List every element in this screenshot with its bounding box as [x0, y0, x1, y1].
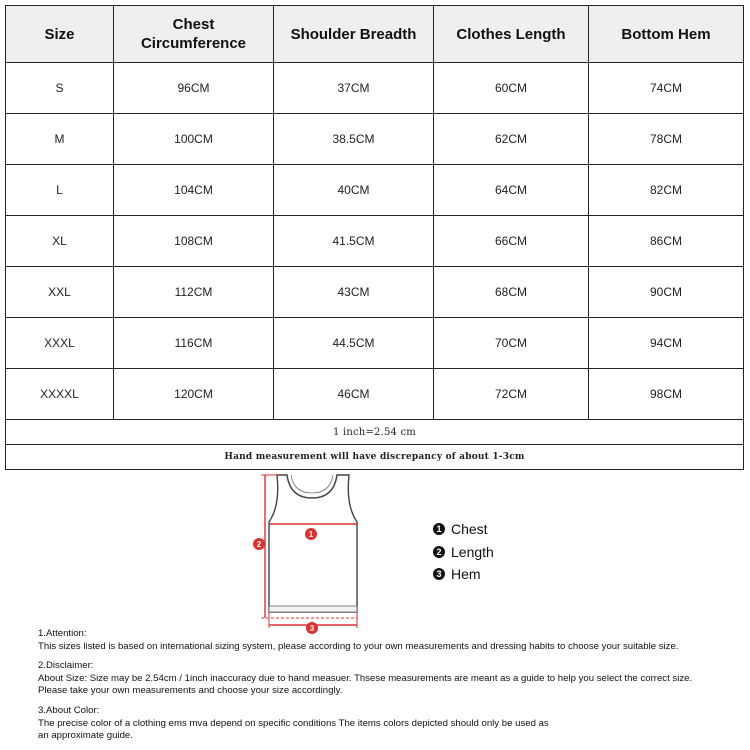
legend-label: Hem [451, 566, 481, 582]
legend-label: Chest [451, 521, 488, 537]
table-cell: XXXXL [6, 369, 114, 420]
table-row [6, 267, 744, 318]
note-line: an approximate guide. [38, 730, 133, 742]
table-row [6, 369, 744, 420]
table-row [6, 318, 744, 369]
note-color [38, 705, 738, 743]
table-cell: 86CM [589, 216, 744, 267]
header-chest [114, 6, 274, 63]
table-cell: 64CM [434, 165, 589, 216]
measurement-legend [433, 518, 494, 586]
tank-top-diagram [247, 470, 377, 635]
table-cell: 82CM [589, 165, 744, 216]
table-cell: 120CM [114, 369, 274, 420]
table-cell: 60CM [434, 63, 589, 114]
table-cell: 37CM [274, 63, 434, 114]
marker-hem-label: 3 [309, 624, 315, 633]
legend-item-length [433, 541, 494, 564]
marker-length-label: 2 [256, 540, 262, 549]
table-cell: 68CM [434, 267, 589, 318]
table-cell: 40CM [274, 165, 434, 216]
table-row [6, 63, 744, 114]
marker-chest [305, 528, 317, 540]
note-line: Please take your own measurements and choose your size accordingly. [38, 685, 343, 697]
table-cell: S [6, 63, 114, 114]
table-cell: 112CM [114, 267, 274, 318]
table-row [6, 216, 744, 267]
note-line: About Size: Size may be 2.54cm / 1inch inaccuracy due to hand measuer. Thsese measurements are meant as a guide to help you select the correct size. [38, 672, 693, 684]
legend-label: Length [451, 543, 494, 560]
table-cell: M [6, 114, 114, 165]
legend-number-icon: 2 [433, 546, 445, 558]
marker-length [253, 538, 265, 550]
table-cell: 96CM [114, 63, 274, 114]
size-notes [38, 628, 738, 750]
header-hem: Bottom Hem [589, 6, 744, 63]
header-length: Clothes Length [434, 6, 589, 63]
table-cell: 104CM [114, 165, 274, 216]
table-cell: 98CM [589, 369, 744, 420]
conversion-note: 1 inch=2.54 cm [6, 420, 744, 445]
header-shoulder: Shoulder Breadth [274, 6, 434, 63]
table-cell: L [6, 165, 114, 216]
legend-item-chest [433, 518, 494, 541]
table-cell: 70CM [434, 318, 589, 369]
table-cell: XXXL [6, 318, 114, 369]
table-cell: 38.5CM [274, 114, 434, 165]
tank-top-inner-neck [291, 475, 333, 493]
table-cell: 43CM [274, 267, 434, 318]
header-chest-label: Chest Circumference [140, 16, 247, 52]
table-cell: 41.5CM [274, 216, 434, 267]
table-row [6, 165, 744, 216]
discrepancy-note: Hand measurement will have discrepancy of about 1-3cm [6, 445, 744, 470]
table-cell: 44.5CM [274, 318, 434, 369]
legend-number-icon: 3 [433, 568, 445, 580]
table-cell: 116CM [114, 318, 274, 369]
tank-top-hem-band [269, 606, 357, 612]
note-line: The precise color of a clothing ems mva depend on specific conditions The items colors depicted should only be used as [38, 717, 549, 729]
table-cell: XL [6, 216, 114, 267]
table-cell: 72CM [434, 369, 589, 420]
table-row [6, 114, 744, 165]
table-cell: 90CM [589, 267, 744, 318]
note-disclaimer [38, 660, 738, 698]
table-cell: 78CM [589, 114, 744, 165]
note-line: This sizes listed is based on international sizing system, please according to your own measurements and dressing habits to choose your suitable size. [38, 640, 679, 652]
table-header-row [6, 6, 744, 63]
table-cell: 94CM [589, 318, 744, 369]
table-cell: XXL [6, 267, 114, 318]
table-cell: 46CM [274, 369, 434, 420]
note-title: 2.Disclaimer: [38, 660, 94, 672]
table-cell: 108CM [114, 216, 274, 267]
size-chart-table [5, 5, 744, 470]
tank-top-outline [269, 475, 357, 612]
table-cell: 66CM [434, 216, 589, 267]
table-cell: 100CM [114, 114, 274, 165]
marker-chest-label: 1 [308, 530, 314, 539]
note-title: 3.About Color: [38, 704, 100, 716]
discrepancy-row [6, 445, 744, 470]
legend-number-icon: 1 [433, 523, 445, 535]
header-size: Size [6, 6, 114, 63]
table-cell: 62CM [434, 114, 589, 165]
table-cell: 74CM [589, 63, 744, 114]
legend-item-hem [433, 563, 494, 586]
note-title: 1.Attention: [38, 628, 87, 639]
note-attention [38, 628, 738, 653]
conversion-row [6, 420, 744, 445]
